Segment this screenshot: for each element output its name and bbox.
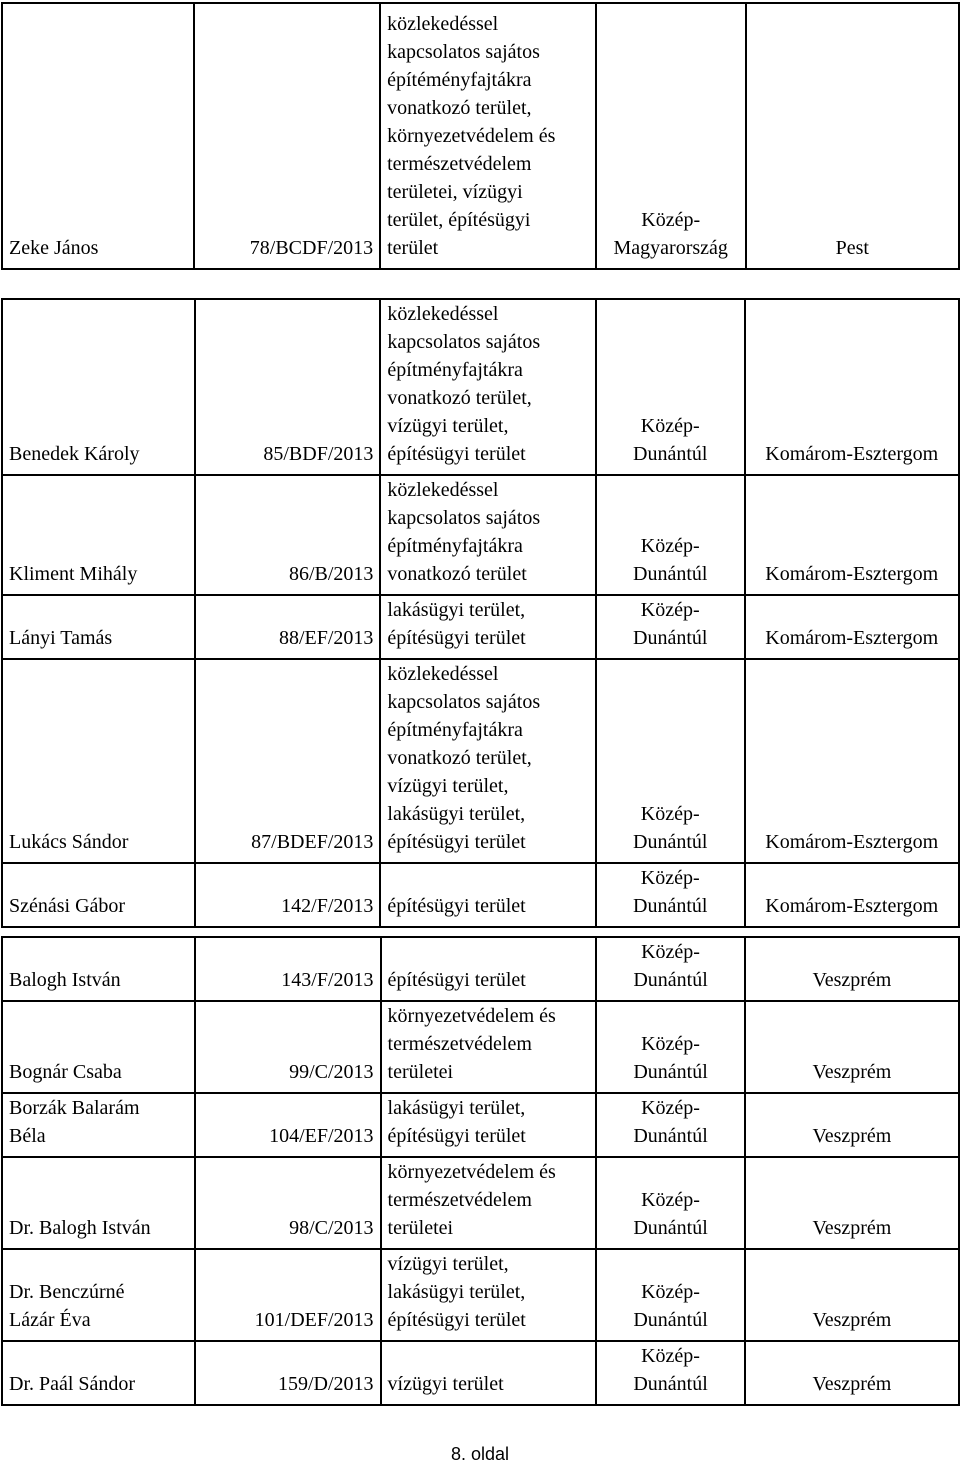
id-cell: 101/DEF/2013	[195, 1249, 381, 1341]
name-cell: Dr. Paál Sándor	[2, 1341, 195, 1405]
area-cell: építésügyi terület	[380, 863, 596, 927]
area-cell: vízügyi terület	[381, 1341, 597, 1405]
region-cell: Közép- Dunántúl	[596, 1001, 745, 1093]
table-row	[2, 1001, 959, 1093]
county-cell: Veszprém	[745, 1093, 959, 1157]
area-cell: vízügyi terület, lakásügyi terület, építésügyi terület	[381, 1249, 597, 1341]
table-row	[2, 299, 959, 475]
table-row	[2, 937, 959, 1001]
area-cell: környezetvédelem és természetvédelem területei	[381, 1157, 597, 1249]
id-cell: 99/C/2013	[195, 1001, 381, 1093]
name-cell: Dr. Balogh István	[2, 1157, 195, 1249]
area-cell: lakásügyi terület, építésügyi terület	[381, 1093, 597, 1157]
id-cell: 98/C/2013	[195, 1157, 381, 1249]
county-cell: Komárom-Esztergom	[745, 659, 959, 863]
county-cell: Komárom-Esztergom	[745, 863, 959, 927]
county-cell: Komárom-Esztergom	[745, 595, 959, 659]
id-cell: 87/BDEF/2013	[195, 659, 381, 863]
region-cell: Közép- Dunántúl	[596, 863, 745, 927]
registry-table-3	[1, 936, 960, 1406]
table-row	[2, 1093, 959, 1157]
area-cell: építésügyi terület	[381, 937, 597, 1001]
region-cell: Közép- Dunántúl	[596, 595, 745, 659]
table-row	[2, 1341, 959, 1405]
name-cell: Kliment Mihály	[2, 475, 195, 595]
region-cell: Közép- Dunántúl	[596, 299, 745, 475]
table-row	[2, 1157, 959, 1249]
region-cell: Közép- Dunántúl	[596, 659, 745, 863]
area-cell: közlekedéssel kapcsolatos sajátos építéményfajtákra vonatkozó terület, környezetvédelem és természetvédelem területei, vízügyi terület, építésügyi terület	[380, 3, 596, 269]
region-cell: Közép- Dunántúl	[596, 1157, 745, 1249]
table-row	[2, 863, 959, 927]
id-cell: 85/BDF/2013	[195, 299, 381, 475]
id-cell: 86/B/2013	[195, 475, 381, 595]
registry-table-1	[1, 2, 960, 270]
area-cell: közlekedéssel kapcsolatos sajátos építményfajtákra vonatkozó terület, vízügyi terület, építésügyi terület	[380, 299, 596, 475]
name-cell: Balogh István	[2, 937, 195, 1001]
region-cell: Közép- Dunántúl	[596, 1341, 745, 1405]
region-cell: Közép- Dunántúl	[596, 1249, 745, 1341]
table-row	[2, 3, 959, 269]
page-number: 8. oldal	[450, 1444, 510, 1464]
table-row	[2, 659, 959, 863]
name-cell: Zeke János	[2, 3, 194, 269]
county-cell: Veszprém	[745, 1341, 959, 1405]
id-cell: 143/F/2013	[195, 937, 381, 1001]
area-cell: lakásügyi terület, építésügyi terület	[380, 595, 596, 659]
region-cell: Közép- Dunántúl	[596, 1093, 745, 1157]
name-cell: Benedek Károly	[2, 299, 195, 475]
id-cell: 78/BCDF/2013	[194, 3, 380, 269]
id-cell: 142/F/2013	[195, 863, 381, 927]
table-row	[2, 475, 959, 595]
region-cell: Közép- Dunántúl	[596, 937, 745, 1001]
name-cell: Dr. Benczúrné Lázár Éva	[2, 1249, 195, 1341]
area-cell: közlekedéssel kapcsolatos sajátos építményfajtákra vonatkozó terület	[380, 475, 596, 595]
region-cell: Közép- Magyarország	[596, 3, 746, 269]
name-cell: Lányi Tamás	[2, 595, 195, 659]
id-cell: 104/EF/2013	[195, 1093, 381, 1157]
name-cell: Szénási Gábor	[2, 863, 195, 927]
county-cell: Veszprém	[745, 1001, 959, 1093]
registry-table-2	[1, 298, 960, 928]
county-cell: Komárom-Esztergom	[745, 475, 959, 595]
name-cell: Bognár Csaba	[2, 1001, 195, 1093]
county-cell: Veszprém	[745, 1249, 959, 1341]
table-row	[2, 1249, 959, 1341]
county-cell: Veszprém	[745, 937, 959, 1001]
county-cell: Veszprém	[745, 1157, 959, 1249]
area-cell: közlekedéssel kapcsolatos sajátos építményfajtákra vonatkozó terület, vízügyi terület, lakásügyi terület, építésügyi terület	[380, 659, 596, 863]
county-cell: Komárom-Esztergom	[745, 299, 959, 475]
id-cell: 159/D/2013	[195, 1341, 381, 1405]
name-cell: Lukács Sándor	[2, 659, 195, 863]
id-cell: 88/EF/2013	[195, 595, 381, 659]
region-cell: Közép- Dunántúl	[596, 475, 745, 595]
name-cell: Borzák Balarám Béla	[2, 1093, 195, 1157]
table-row	[2, 595, 959, 659]
county-cell: Pest	[746, 3, 960, 269]
area-cell: környezetvédelem és természetvédelem területei	[381, 1001, 597, 1093]
